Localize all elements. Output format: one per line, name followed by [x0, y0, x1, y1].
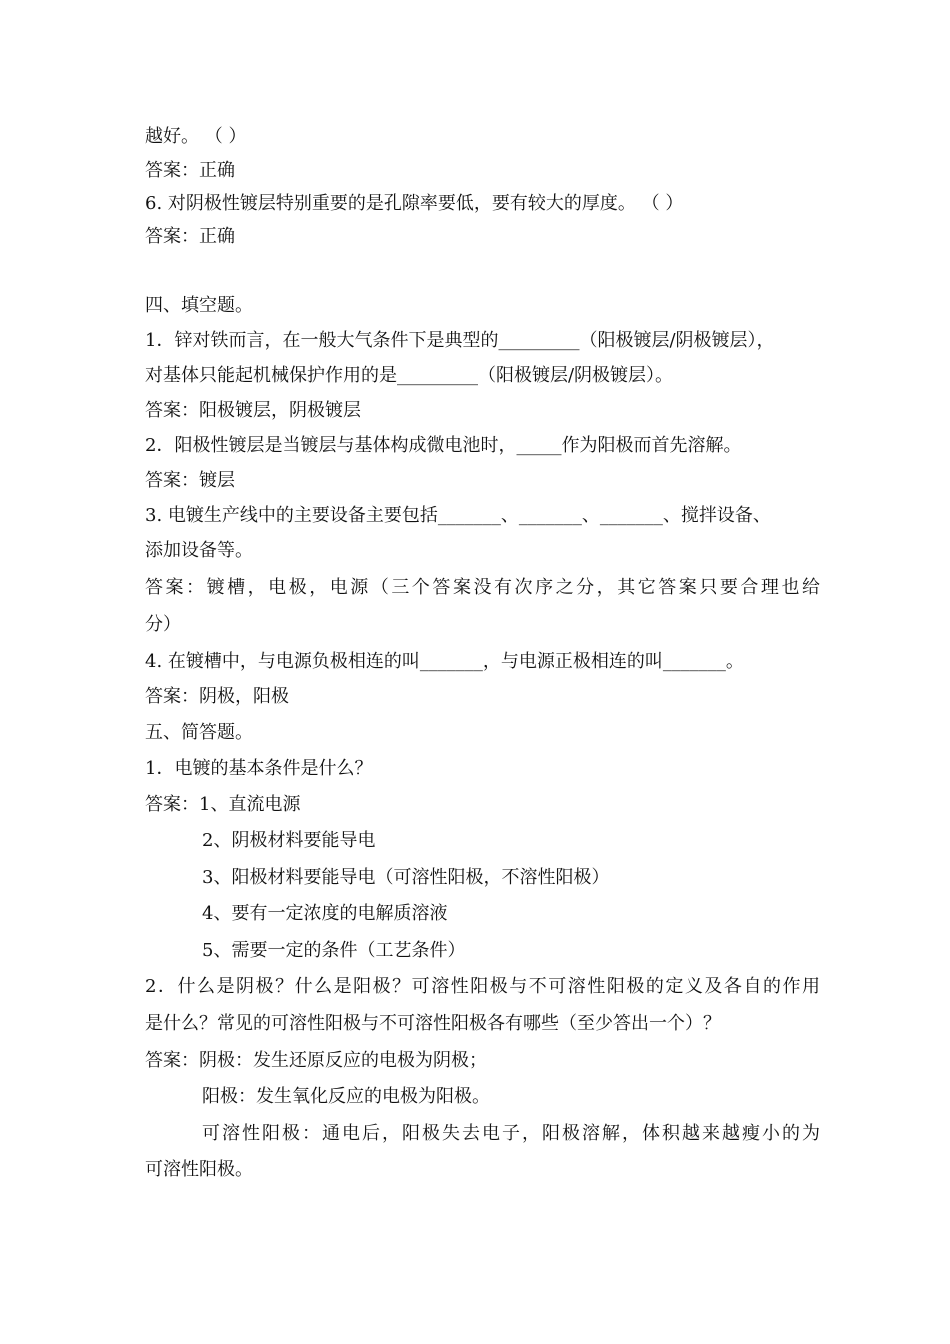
section-heading: 四、填空题。 — [145, 295, 253, 316]
answer-line: 答案：正确 — [145, 226, 235, 247]
question-line: 是什么？常见的可溶性阳极与不可溶性阳极各有哪些（至少答出一个）？ — [145, 1013, 721, 1034]
answer-line: 答案：阴极：发生还原反应的电极为阴极； — [145, 1050, 487, 1071]
answer-item: 5、需要一定的条件（工艺条件） — [202, 940, 466, 961]
question-line: 添加设备等。 — [145, 540, 253, 561]
question-line: 2．阳极性镀层是当镀层与基体构成微电池时，_____作为阳极而首先溶解。 — [145, 435, 742, 456]
answer-line: 答案：1、直流电源 — [145, 794, 301, 815]
question-line: 对基体只能起机械保护作用的是_________（阳极镀层/阴极镀层）。 — [145, 365, 674, 386]
text-line: 越好。 （ ） — [145, 126, 247, 147]
answer-item: 4、要有一定浓度的电解质溶液 — [202, 903, 448, 924]
answer-line: 答案：阴极，阳极 — [145, 686, 289, 707]
answer-line: 答案：阳极镀层，阴极镀层 — [145, 400, 361, 421]
answer-line: 答案：镀层 — [145, 470, 235, 491]
question-line: 4. 在镀槽中，与电源负极相连的叫_______，与电源正极相连的叫_______。 — [145, 651, 744, 672]
question-line: 1．锌对铁而言，在一般大气条件下是典型的_________（阳极镀层/阴极镀层）， — [145, 330, 775, 351]
question-line: 1．电镀的基本条件是什么？ — [145, 758, 373, 779]
answer-item: 可溶性阳极：通电后，阳极失去电子，阳极溶解，体积越来越瘦小的为 — [202, 1123, 820, 1144]
answer-item: 可溶性阳极。 — [145, 1159, 253, 1180]
answer-line: 答案：正确 — [145, 160, 235, 181]
answer-item: 阳极：发生氧化反应的电极为阳极。 — [202, 1086, 490, 1107]
answer-line: 分） — [145, 614, 181, 635]
question-line: 2．什么是阴极？什么是阳极？可溶性阳极与不可溶性阳极的定义及各自的作用 — [145, 976, 820, 997]
question-line: 6. 对阴极性镀层特别重要的是孔隙率要低，要有较大的厚度。 （ ） — [145, 193, 684, 214]
answer-item: 3、阳极材料要能导电（可溶性阳极，不溶性阳极） — [202, 867, 610, 888]
section-heading: 五、简答题。 — [145, 722, 253, 743]
answer-line: 答案：镀槽，电极，电源（三个答案没有次序之分，其它答案只要合理也给 — [145, 577, 820, 598]
answer-item: 2、阴极材料要能导电 — [202, 830, 376, 851]
question-line: 3. 电镀生产线中的主要设备主要包括_______、_______、_______、搅拌设备、 — [145, 505, 771, 526]
